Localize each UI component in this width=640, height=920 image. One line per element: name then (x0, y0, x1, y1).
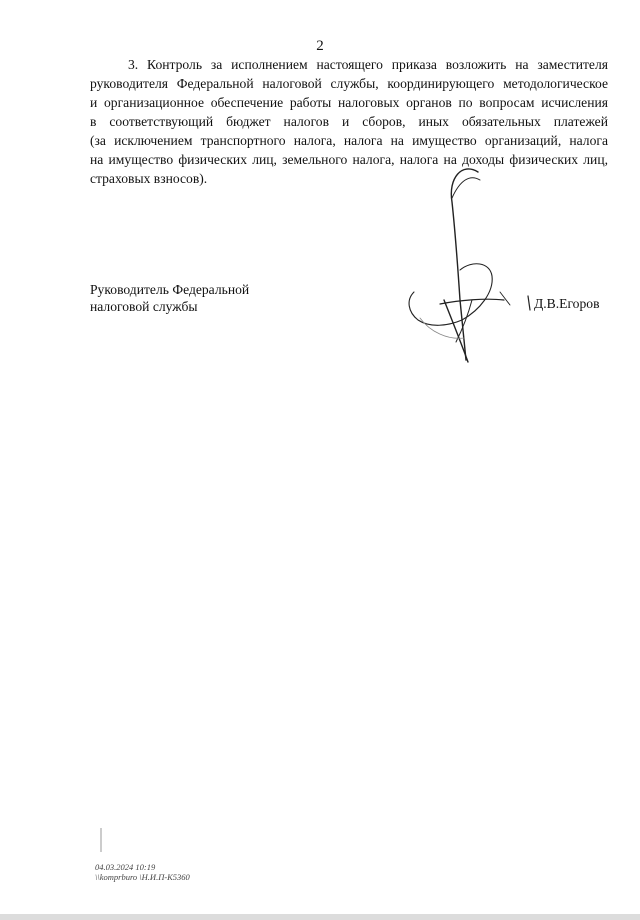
document-footer (95, 862, 190, 882)
signer-name: Д.В.Егоров (534, 296, 600, 311)
scan-artifact (100, 828, 102, 852)
signature-stroke (451, 169, 478, 360)
handwritten-signature (400, 150, 550, 370)
signature-stroke (444, 300, 468, 362)
paragraph-line: страховых взносов). (90, 171, 208, 186)
page-number: 2 (316, 38, 324, 54)
signer-title-line: налоговой службы (90, 299, 198, 314)
footer-date: 04.03.2024 10:19 (95, 862, 156, 872)
signer-title (90, 281, 249, 315)
signature-stroke (500, 292, 510, 305)
paragraph-line: руководителя Федеральной налоговой службы, координирующего методологическое (90, 76, 608, 91)
scan-bottom-edge (0, 914, 640, 920)
signer-title-line: Руководитель Федеральной (90, 282, 250, 297)
signature-stroke (452, 178, 480, 198)
paragraph-line: в соответствующий бюджет налогов и сборов, иных обязательных платежей (90, 114, 608, 129)
paragraph-line: и организационное обеспечение работы налоговых органов по вопросам исчисления (90, 95, 608, 110)
paragraph-line: 3. Контроль за исполнением настоящего приказа возложить на заместителя (128, 57, 608, 72)
paragraph-line: (за исключением транспортного налога, налога на имущество организаций, налога (90, 133, 608, 148)
footer-code: \\komprburo \Н.И.П-К5360 (95, 872, 190, 882)
paragraph-line: на имущество физических лиц, земельного налога, налога на доходы физических лиц, (90, 152, 608, 167)
signature-stroke (528, 296, 530, 310)
